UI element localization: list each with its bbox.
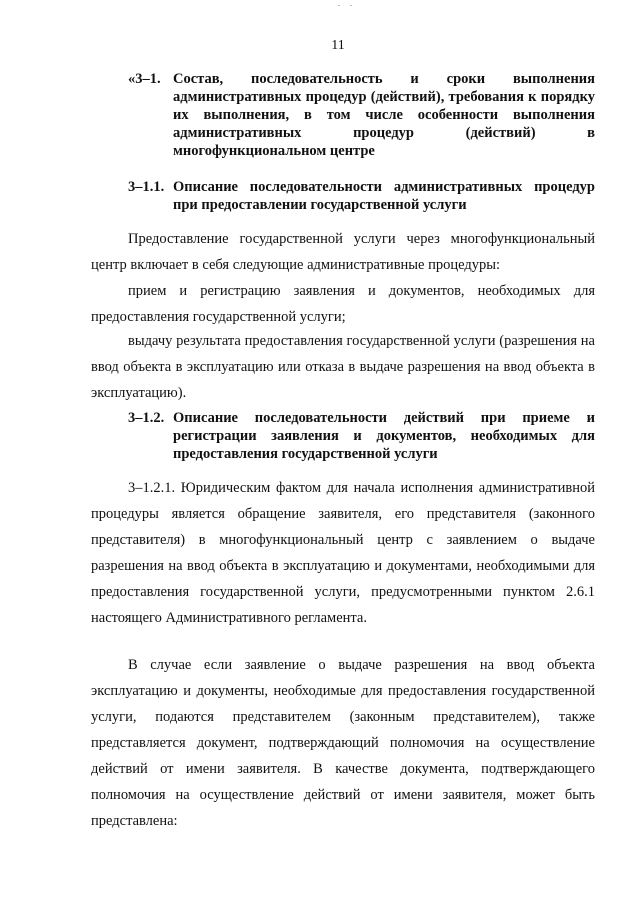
paragraph: Предоставление государственной услуги через многофункциональный центр включает в себя следующие административные процедуры: <box>91 231 595 273</box>
section-heading-3-1-2 <box>128 409 595 463</box>
section-title: Описание последовательности действий при приеме и регистрации заявления и документов, необходимых для предоставления государственной услуги <box>173 410 595 462</box>
section-number: 3–1.1. <box>128 179 165 195</box>
paragraph: 3–1.2.1. Юридическим фактом для начала исполнения административной процедуры является обращение заявителя, его представителя (законного представителя) в многофункциональный центр с заявлением о выдаче разрешения на ввод объекта в эксплуатацию и документами, необходимыми для предоставления государственной услуги, предусмотренными пунктом 2.6.1 настоящего Административного регламента. <box>91 480 595 626</box>
section-number: 3–1.2. <box>128 410 165 426</box>
section-heading-3-1 <box>128 70 595 160</box>
paragraph: прием и регистрацию заявления и документов, необходимых для предоставления государственной услуги; <box>91 283 595 325</box>
page-number: 11 <box>331 38 345 53</box>
scan-speck <box>350 5 352 6</box>
scan-speck <box>338 5 340 6</box>
section-title: Описание последовательности административных процедур при предоставлении государственной услуги <box>173 179 595 213</box>
section-heading-3-1-1 <box>128 178 595 214</box>
paragraph: В случае если заявление о выдаче разрешения на ввод объекта эксплуатацию и документы, необходимые для предоставления государственной услуги, подаются представителем (законным представителем), также представляется документ, подтверждающий полномочия на осуществление действий от имени заявителя. В качестве документа, подтверждающего полномочия на осуществление действий от имени заявителя, может быть представлена: <box>91 657 595 829</box>
section-number: «3–1. <box>128 71 161 87</box>
section-title: Состав, последовательность и сроки выполнения административных процедур (действий), требования к порядку их выполнения, в том числе особенности выполнения административных процедур (действий) в многофункциональном центре <box>173 71 595 159</box>
paragraph: выдачу результата предоставления государственной услуги (разрешения на ввод объекта в эксплуатацию или отказа в выдаче разрешения на ввод объекта в эксплуатацию). <box>91 333 595 401</box>
